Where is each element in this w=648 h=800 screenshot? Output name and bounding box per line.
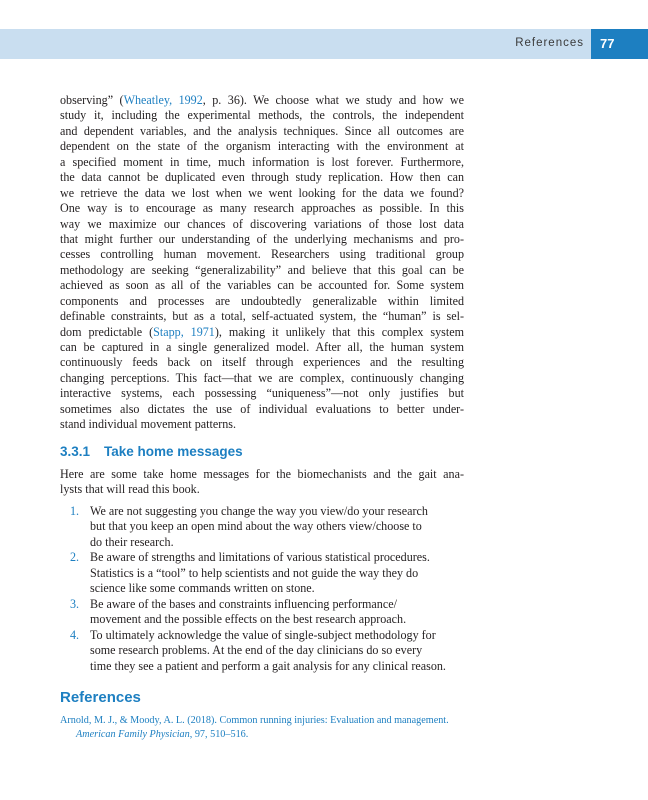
references-heading: References xyxy=(60,689,141,706)
body-line: a specified moment in time, much information is lost forever. Furthermore, xyxy=(60,154,464,169)
reference-authors-title: Arnold, M. J., & Moody, A. L. (2018). Common running injuries: Evaluation and management. xyxy=(60,715,449,726)
body-line: definable constraints, but as a total, self-actuated system, the “human” is sel- xyxy=(60,309,464,324)
body-line: changing perceptions. This fact—that we are complex, continuously changing xyxy=(60,370,464,385)
list-item xyxy=(70,550,466,596)
list-item xyxy=(70,504,466,550)
list-item xyxy=(70,597,466,628)
list-item-text: We are not suggesting you change the way you view/do your research but that you keep an open mind about the way others view/choose to do their research. xyxy=(90,504,428,549)
body-line: and dependent variables, and the analysis techniques. Since all outcomes are xyxy=(60,123,464,138)
citation-link[interactable]: Stapp, 1971 xyxy=(153,324,215,339)
list-item-text: To ultimately acknowledge the value of single-subject methodology for some research problems. At the end of the day clinicians do so every time they see a patient and perform a gait analysis for any clinical reason. xyxy=(90,627,446,673)
take-home-list xyxy=(70,504,466,674)
reference-journal: American Family Physician xyxy=(76,728,190,740)
body-line: cesses controlling human movement. Researchers using traditional group xyxy=(60,247,464,262)
list-item xyxy=(70,628,466,674)
section-intro xyxy=(60,467,464,498)
body-line: sometimes also dictates the use of individual evaluations to better under- xyxy=(60,401,464,416)
body-line: achieved as soon as all of the variables can be accounted for. Some system xyxy=(60,278,464,293)
reference-source xyxy=(60,728,470,742)
body-line: study it, including the experimental methods, the controls, the independent xyxy=(60,108,464,123)
body-line: components and processes are undoubtedly generalizable within limited xyxy=(60,293,464,308)
body-line: way we maximize our chances of discovering variations of those lost data xyxy=(60,216,464,231)
body-line: dependent on the state of the organism interacting with the environment at xyxy=(60,139,464,154)
list-marker: 3. xyxy=(70,596,80,611)
section-title: Take home messages xyxy=(104,444,243,459)
body-line: One way is to encourage as many research approaches as possible. In this xyxy=(60,201,464,216)
body-line: interactive systems, each possessing “uniqueness”—not only justifies but xyxy=(60,386,464,401)
body-line: observing” (Wheatley, 1992, p. 36). We choose what we study and how we xyxy=(60,93,465,107)
body-line: that might further our understanding of the underlying mechanisms and pro- xyxy=(60,231,464,246)
list-item-text: Be aware of strengths and limitations of various statistical procedures. Statistics is a “tool” to help scientists and not guide the way they do science like some commands written on stone. xyxy=(90,550,430,596)
body-line: can be captured in a single generalized model. After all, the human system xyxy=(60,340,464,354)
list-marker: 4. xyxy=(70,627,80,642)
body-line: we retrieve the data we lost when we went looking for the data we found? xyxy=(60,185,464,200)
intro-line: Here are some take home messages for the biomechanists and the gait ana- xyxy=(60,467,464,481)
section-heading xyxy=(60,444,243,459)
list-item-text: Be aware of the bases and constraints influencing performance/ movement and the possible effects on the best research approach. xyxy=(90,596,407,627)
body-line: continuously feeds back on itself through experiences and the resulting xyxy=(60,355,464,370)
reference-entry[interactable] xyxy=(60,714,470,741)
body-line: dom predictable (Stapp, 1971), making it unlikely that this complex system xyxy=(60,324,464,339)
body-line: methodology are seeking “generalizability” and believe that this goal can be xyxy=(60,262,464,277)
intro-line: lysts that will read this book. xyxy=(60,482,200,497)
citation-link[interactable]: Wheatley, 1992 xyxy=(123,93,203,107)
running-head: References xyxy=(515,37,584,49)
page-number: 77 xyxy=(600,36,615,51)
section-number: 3.3.1 xyxy=(60,444,91,459)
body-paragraph xyxy=(60,93,464,433)
reference-details: , 97, 510–516. xyxy=(189,728,249,740)
list-marker: 1. xyxy=(70,504,80,518)
body-line: the data cannot be duplicated even through study replication. How then can xyxy=(60,170,464,185)
body-line: stand individual movement patterns. xyxy=(60,417,236,432)
list-marker: 2. xyxy=(70,550,80,565)
